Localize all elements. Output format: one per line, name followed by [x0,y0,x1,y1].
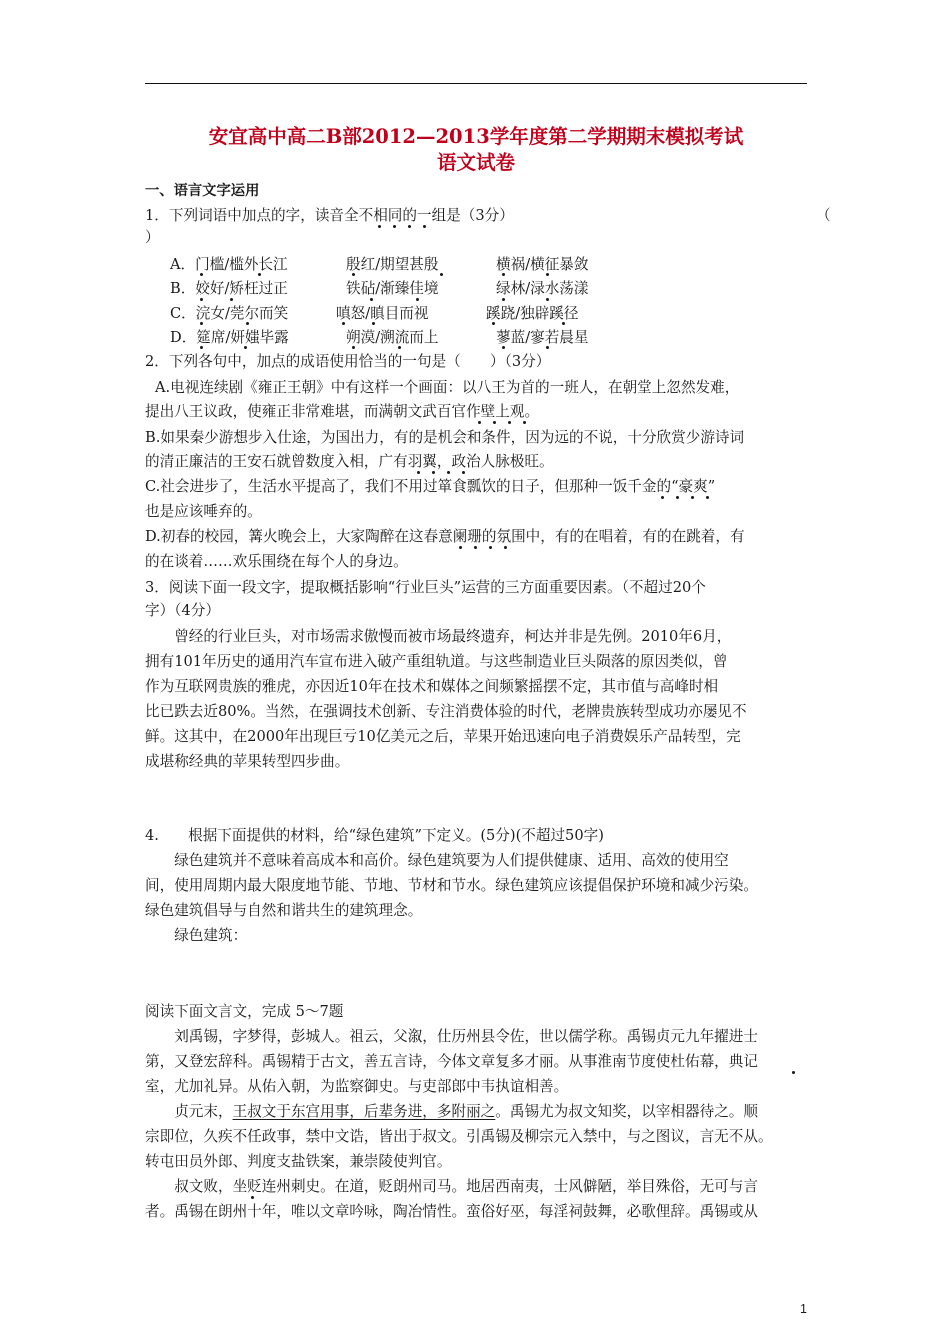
q2-line: D.初春的校园，篝火晚会上，大家陶醉在这春意阑珊的氛围中，有的在唱着，有的在跳着，有 [145,528,745,545]
classical-line: 叔文败，坐贬连州刺史。在道，贬朗州司马。地居西南夷，士风僻陋，举目殊俗，无可与言 [145,1178,758,1195]
page-number: 1 [800,1302,807,1316]
classical-line: 转屯田员外郎、判度支盐铁案，兼崇陵使判官。 [145,1153,452,1170]
emphasis-dot [378,225,381,228]
emphasis-dot [258,273,261,276]
q2-line: A.电视连续剧《雍正王朝》中有这样一个画面：以八王为首的一班人，在朝堂上忽然发难， [155,379,740,396]
q1-option-c-1: C．浣女/莞尔而笑 [170,305,289,322]
emphasis-dot [492,322,495,325]
q4-line: 间，使用周期内最大限度地节能、节地、节材和节水。绿色建筑应该提倡保护环境和减少污染。 [145,877,758,894]
emphasis-dot [393,225,396,228]
emphasis-dot [423,225,426,228]
q3-line: 作为互联网贵族的雅虎，亦因近10年在技术和媒体之间频繁摇摆不定，其市值与高峰时相 [145,678,719,695]
emphasis-dot [562,322,565,325]
emphasis-dot [246,322,249,325]
q3-line: 3．阅读下面一段文字，提取概括影响“行业巨头”运营的三方面重要因素。（不超过20个 [145,579,706,596]
emphasis-dot [462,471,465,474]
q1-option-b-3: 绿林/渌水荡漾 [496,280,589,297]
emphasis-dot [408,225,411,228]
emphasis-dot [502,298,505,301]
emphasis-dot [200,298,203,301]
classical-line: 宗即位，久疾不任政事，禁中文诰，皆出于叔文。引禹锡及柳宗元入禁中，与之图议，言无不从。 [145,1128,773,1145]
classical-line: 刘禹锡，字梦得，彭城人。祖云，父溆，仕历州县令佐，世以儒学称。禹锡贞元九年擢进士 [145,1028,758,1045]
q4-line: 绿色建筑并不意味着高成本和高价。绿色建筑要为人们提供健康、适用、高效的使用空 [145,852,729,869]
emphasis-dot [523,421,526,424]
emphasis-dot [352,273,355,276]
emphasis-dot [417,471,420,474]
q2-line: B.如果秦少游想步入仕途，为国出力，有的是机会和条件，因为远的不说，十分欣赏少游诗词 [145,429,745,446]
emphasis-dot [416,298,419,301]
emphasis-dot [342,322,345,325]
q1-answer-paren-close: ） [145,229,160,246]
q2-line: C.社会进步了，生活水平提高了，我们不用过箪食瓢饮的日子，但那种一饭千金的“豪爽” [145,478,716,495]
q3-line: 鲜。这其中，在2000年出现巨亏10亿美元之后，苹果开始迅速向电子消费娱乐产品转型，完 [145,728,741,745]
classical-line: 室，尤加礼异。从佑入朝，为监察御史。与吏部郎中韦执谊相善。 [145,1078,569,1095]
emphasis-dot [546,346,549,349]
q4-line: 绿色建筑： [145,927,248,944]
emphasis-dot [230,298,233,301]
exam-subtitle: 语文试卷 [436,151,515,174]
emphasis-dot [508,421,511,424]
q1-option-d-1: D．筵席/妍媸毕露 [170,329,289,346]
emphasis-dot [474,546,477,549]
emphasis-dot [493,421,496,424]
classical-line: 第，又登宏辞科。禹锡精于古文，善五言诗，今体文章复多才丽。从事淮南节度使杜佑幕，典记 [145,1053,758,1070]
q3-line: 拥有101年历史的通用汽车宣布进入破产重组轨道。与这些制造业巨头陨落的原因类似，曾 [145,653,728,670]
emphasis-dot [244,346,247,349]
emphasis-dot [792,1071,795,1074]
emphasis-dot [706,496,709,499]
q2-line: 也是应该唾弃的。 [145,503,262,520]
q1-option-b-2: 铁砧/渐臻佳境 [346,280,439,297]
emphasis-dot [200,322,203,325]
q2-line: 的在谈着……欢乐围绕在每个人的身边。 [145,553,408,570]
emphasis-dot [546,298,549,301]
q1-option-d-3: 蓼蓝/寥若晨星 [496,329,589,346]
q1-stem: 1．下列词语中加点的字，读音全不相同的一组是（3分） [145,207,514,224]
underlined-sentence: 王叔文于东宫用事，后辈务进，多附丽之 [232,1103,496,1120]
emphasis-dot [502,346,505,349]
emphasis-dot [398,346,401,349]
header-rule [145,83,807,84]
classical-intro: 阅读下面文言文，完成 5～7题 [145,1003,344,1020]
emphasis-dot [440,273,443,276]
emphasis-dot [661,496,664,499]
emphasis-dot [372,322,375,325]
emphasis-dot [459,546,462,549]
q1-option-a-3: 横祸/横征暴敛 [496,256,589,273]
q1-option-c-2: 嗔怒/瞋目而视 [336,305,429,322]
q1-option-a-1: A．门槛/槛外长江 [170,256,288,273]
emphasis-dot [370,298,373,301]
q3-line: 字）（4分） [145,602,220,619]
q2-line: 提出八王议政，使雍正非常难堪，而满朝文武百官作壁上观。 [145,403,540,420]
emphasis-dot [447,471,450,474]
emphasis-dot [691,496,694,499]
q3-line: 比已跌去近80%。当然，在强调技术创新、专注消费体验的时代，老牌贵族转型成功亦屡见不 [145,703,747,720]
emphasis-dot [546,273,549,276]
emphasis-dot [489,546,492,549]
q3-line: 成堪称经典的苹果转型四步曲。 [145,753,350,770]
q4-line: 4. 根据下面提供的材料，给“绿色建筑”下定义。(5分)(不超过50字) [145,827,604,844]
q1-answer-paren-open: （ [816,207,831,224]
q1-option-d-2: 朔漠/溯流而上 [346,329,439,346]
emphasis-dot [502,273,505,276]
emphasis-dot [352,346,355,349]
q1-option-c-3: 蹊跷/独辟蹊径 [486,305,579,322]
section-heading: 一、语言文字运用 [145,183,260,199]
q1-option-a-2: 殷红/期望甚殷 [346,256,439,273]
q2-line: 的清正廉洁的王安石就曾数度入相，广有羽翼，政治人脉极旺。 [145,453,554,470]
q3-line: 曾经的行业巨头，对市场需求傲慢而被市场最终遗弃，柯达并非是先例。2010年6月， [145,628,732,645]
emphasis-dot [200,346,203,349]
emphasis-dot [200,273,203,276]
emphasis-dot [251,1196,254,1199]
classical-line-underlined: 贞元末，王叔文于东宫用事，后辈务进，多附丽之。禹锡尤为叔文知奖，以宰相器待之。顺 [145,1103,758,1120]
q1-option-b-1: B．姣好/矫枉过正 [170,280,288,297]
q2-stem: 2．下列各句中，加点的成语使用恰当的一句是（ ）（3分） [145,353,551,370]
classical-line: 者。禹锡在朗州十年，唯以文章吟咏，陶冶情性。蛮俗好巫，每淫祠鼓舞，必歌俚辞。禹锡或从 [145,1203,758,1220]
emphasis-dot [478,421,481,424]
emphasis-dot [504,546,507,549]
emphasis-dot [432,471,435,474]
emphasis-dot [676,496,679,499]
exam-title: 安宜高中高二B部2012—2013学年度第二学期期末模拟考试 [208,125,744,148]
q4-line: 绿色建筑倡导与自然和谐共生的建筑理念。 [145,902,423,919]
